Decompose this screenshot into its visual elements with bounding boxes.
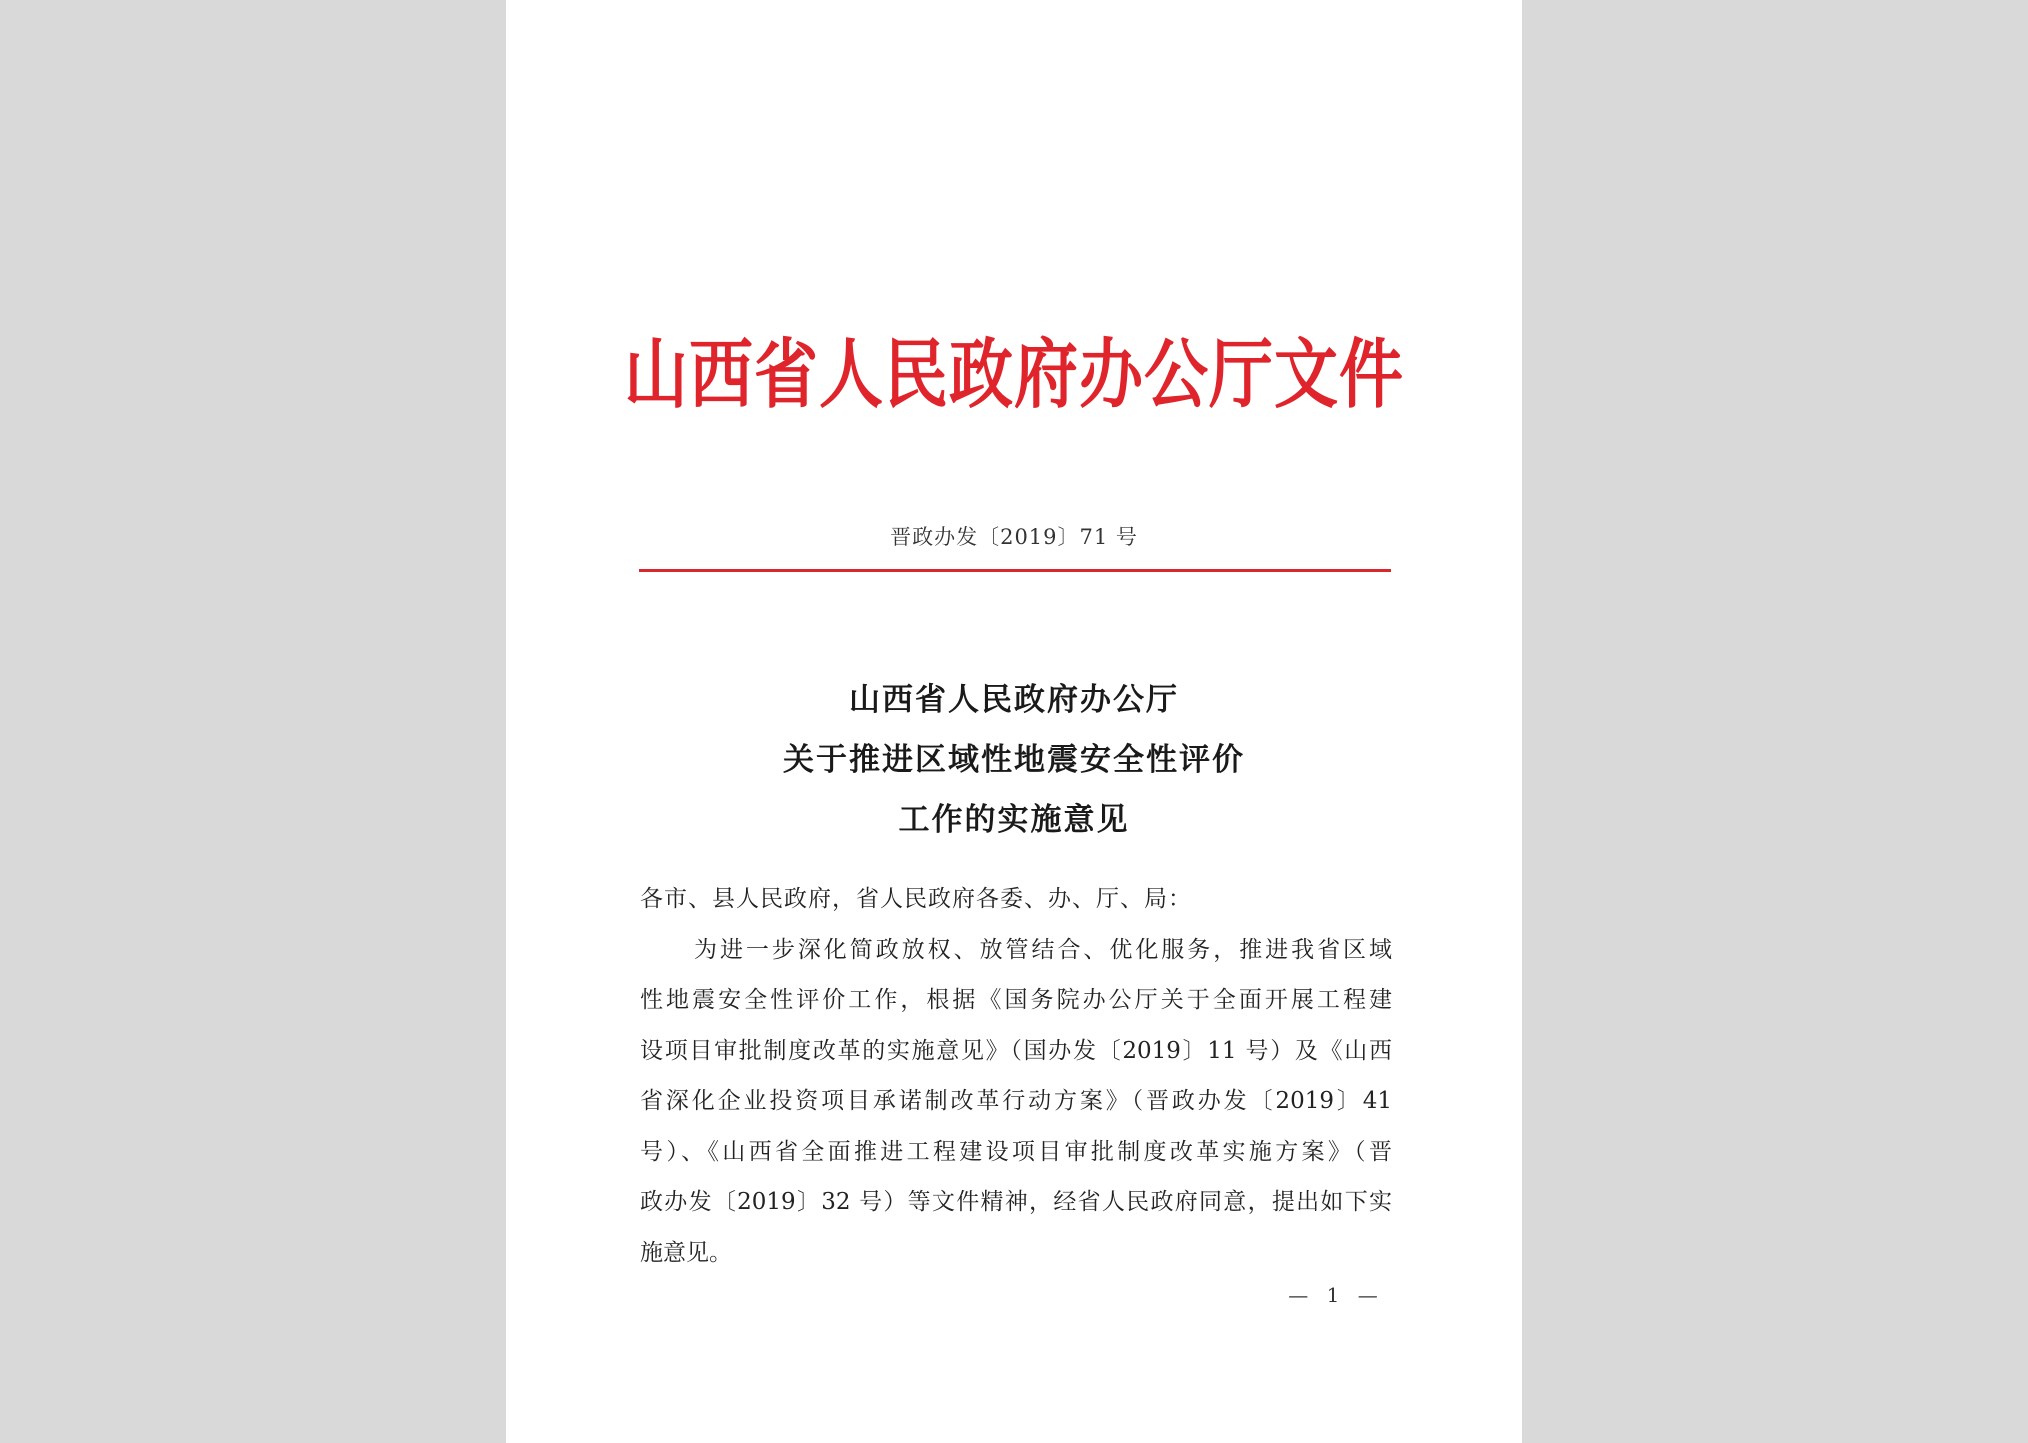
body-line-1: 为进一步深化简政放权、放管结合、优化服务，推进我省区域	[694, 936, 1392, 963]
document-page	[506, 0, 1522, 1443]
body-line-4: 省深化企业投资项目承诺制改革行动方案》（晋政办发〔2019〕41	[640, 1088, 1392, 1114]
page-number: — 1 —	[1288, 1283, 1384, 1307]
title-line-1: 山西省人民政府办公厅	[849, 682, 1179, 718]
title-line-2: 关于推进区域性地震安全性评价	[783, 742, 1245, 778]
body-line-2: 性地震安全性评价工作，根据《国务院办公厅关于全面开展工程建	[640, 987, 1392, 1013]
document-body	[640, 874, 1392, 1278]
body-line-3: 设项目审批制度改革的实施意见》（国办发〔2019〕11 号）及《山西	[640, 1037, 1392, 1064]
salutation: 各市、县人民政府，省人民政府各委、办、厅、局：	[640, 886, 1192, 912]
red-divider-line	[639, 569, 1391, 572]
body-line-7: 施意见。	[640, 1239, 732, 1266]
body-line-5: 号）、《山西省全面推进工程建设项目审批制度改革实施方案》（晋	[640, 1138, 1392, 1165]
document-title	[506, 670, 1522, 850]
body-line-6: 政办发〔2019〕32 号）等文件精神，经省人民政府同意，提出如下实	[640, 1189, 1392, 1215]
title-line-3: 工作的实施意见	[898, 802, 1130, 838]
issuer-header: 山西省人民政府办公厅文件	[624, 330, 1404, 420]
document-number: 晋政办发〔2019〕71 号	[890, 525, 1138, 549]
